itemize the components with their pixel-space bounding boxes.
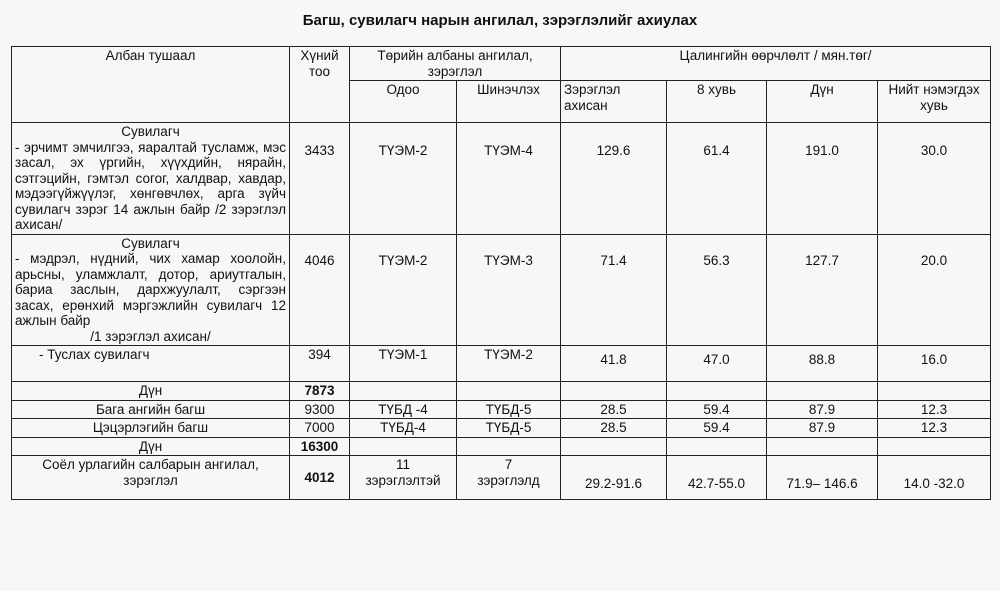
grade-up-cell: 129.6 [561, 123, 667, 235]
position-title: Бага ангийн багш [12, 400, 290, 419]
subtotal-label: Дүн [12, 382, 290, 401]
total-pct-cell: 12.3 [878, 419, 991, 438]
header-change: Шинэчлэх [457, 81, 561, 123]
new-grade-cell: ТҮБД-5 [457, 400, 561, 419]
subtotal-row [12, 437, 991, 456]
current-grade-cell: ТҮЭМ-2 [350, 234, 457, 346]
table-row [12, 456, 991, 500]
new-grade-cell: ТҮЭМ-4 [457, 123, 561, 235]
position-cell [12, 346, 290, 382]
header-salary-change: Цалингийн өөрчлөлт / мян.төг/ [561, 47, 991, 81]
new-grade-cell: ТҮЭМ-2 [457, 346, 561, 382]
position-title: Соёл урлагийн салбарын ангилал, зэрэглэл [12, 456, 290, 500]
subtotal-label: Дүн [12, 437, 290, 456]
table-row [12, 123, 991, 235]
total-pct-cell: 12.3 [878, 400, 991, 419]
new-grade-label: зэрэглэлд [477, 472, 540, 488]
position-cell [12, 123, 290, 235]
new-grade-cell: ТҮБД-5 [457, 419, 561, 438]
document-title: Багш, сувилагч нарын ангилал, зэрэглэлийг ахиулах [302, 12, 698, 29]
sum-cell: 191.0 [767, 123, 878, 235]
count-cell: 9300 [290, 400, 350, 419]
total-pct-cell: 16.0 [878, 346, 991, 382]
header-total-pct: Нийт нэмэгдэх хувь [878, 81, 991, 123]
position-description: - мэдрэл, нүдний, чих хамар хоолойн, арьсны, уламжлалт, дотор, ариутгалын, бариа заслын, дархжуулалт, сэргээн засах, ерөнхий мэргэжлийн сувилагч 12 ажлын байр [15, 251, 286, 328]
pct8-cell: 47.0 [667, 346, 767, 382]
pct8-cell: 61.4 [667, 123, 767, 235]
count-cell: 4046 [290, 234, 350, 346]
table-row [12, 419, 991, 438]
current-grade-label: зэрэглэлтэй [365, 472, 441, 488]
sum-cell: 71.9– 146.6 [767, 456, 878, 500]
position-cell [12, 234, 290, 346]
grade-up-cell: 28.5 [561, 419, 667, 438]
subtotal-count: 16300 [290, 437, 350, 456]
grade-up-cell: 71.4 [561, 234, 667, 346]
position-title: Сувилагч [121, 124, 180, 139]
current-grade-cell [350, 456, 457, 500]
pct8-cell: 42.7-55.0 [667, 456, 767, 500]
subtotal-row [12, 382, 991, 401]
count-cell: 394 [290, 346, 350, 382]
header-category: Төрийн албаны ангилал, зэрэглэл [350, 47, 561, 81]
sum-cell: 87.9 [767, 419, 878, 438]
table-row [12, 400, 991, 419]
new-grade-cell: ТҮЭМ-3 [457, 234, 561, 346]
grade-up-cell: 29.2-91.6 [561, 456, 667, 500]
header-sum: Дүн [767, 81, 878, 123]
pct8-cell: 59.4 [667, 400, 767, 419]
salary-table [11, 46, 991, 500]
grade-up-cell: 41.8 [561, 346, 667, 382]
position-description: - эрчимт эмчилгээ, яаралтай тусламж, мэс засал, эх үргийн, хүүхдийн, нярайн, сэтгэцийн, гэмтэл согог, халдвар, хавдар, мэдээгүйжүүлэг, хөнгөвчлөх, арга зүйч сувилагч зэрэг 14 ажлын байр /2 зэрэглэл ахисан/ [15, 139, 286, 232]
current-grade-cell: ТҮБД-4 [350, 419, 457, 438]
header-position: Албан тушаал [12, 47, 290, 123]
header-row-1 [12, 47, 991, 81]
total-pct-cell: 14.0 -32.0 [878, 456, 991, 500]
new-grade-number: 7 [504, 457, 513, 472]
header-grade-up: Зэрэглэл ахисан [561, 81, 667, 123]
current-grade-cell: ТҮБД -4 [350, 400, 457, 419]
current-grade-cell: ТҮЭМ-2 [350, 123, 457, 235]
sum-cell: 87.9 [767, 400, 878, 419]
count-cell: 4012 [290, 456, 350, 500]
position-title: - Туслах сувилагч [39, 347, 150, 362]
table-row [12, 346, 991, 382]
position-title: Цэцэрлэгийн багш [12, 419, 290, 438]
grade-up-cell: 28.5 [561, 400, 667, 419]
total-pct-cell: 30.0 [878, 123, 991, 235]
sum-cell: 127.7 [767, 234, 878, 346]
table-row [12, 234, 991, 346]
header-count: Хүний тоо [290, 47, 350, 123]
current-grade-number: 11 [395, 457, 410, 472]
count-cell: 3433 [290, 123, 350, 235]
new-grade-cell [457, 456, 561, 500]
header-pct8: 8 хувь [667, 81, 767, 123]
header-current: Одоо [350, 81, 457, 123]
subtotal-count: 7873 [290, 382, 350, 401]
count-cell: 7000 [290, 419, 350, 438]
current-grade-cell: ТҮЭМ-1 [350, 346, 457, 382]
position-title: Сувилагч [121, 235, 180, 251]
position-note: /1 зэрэглэл ахисан/ [90, 328, 211, 344]
sum-cell: 88.8 [767, 346, 878, 382]
pct8-cell: 56.3 [667, 234, 767, 346]
total-pct-cell: 20.0 [878, 234, 991, 346]
pct8-cell: 59.4 [667, 419, 767, 438]
